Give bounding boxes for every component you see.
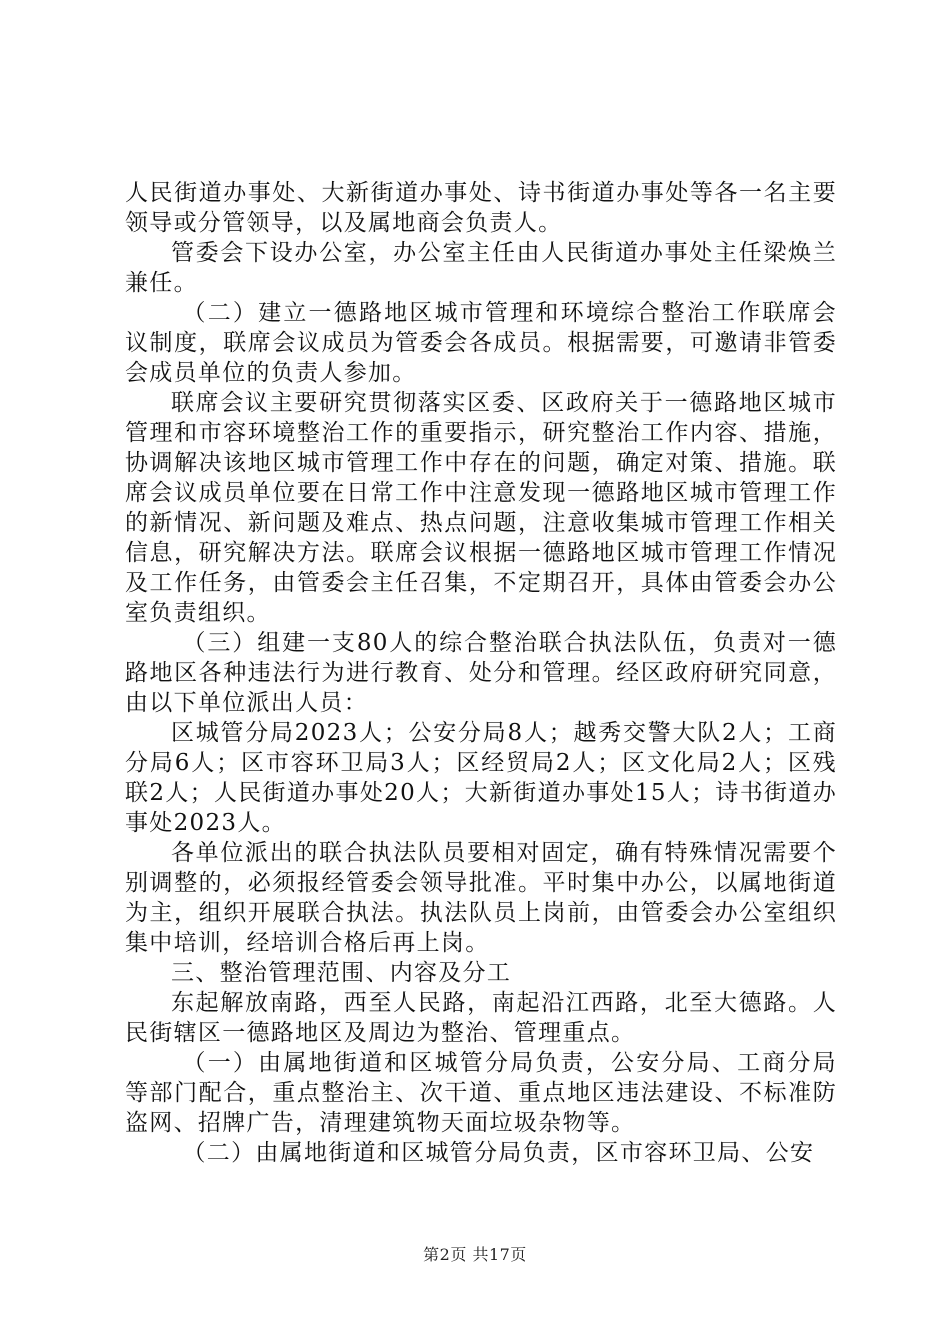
paragraph-staff-allocation: 区城管分局2023人；公安分局8人；越秀交警大队2人；工商分局6人；区市容环卫局3人；区经贸局2人；区文化局2人；区残联2人；人民街道办事处20人；大新街道办事处15人；诗书街道办事处2023人。 — [125, 720, 837, 836]
page-footer: 第2页 共17页 — [423, 1245, 527, 1264]
paragraph-division-two: （二）由属地街道和区城管分局负责，区市容环卫局、公安 — [182, 1140, 815, 1166]
paragraph-committee-members: 人民街道办事处、大新街道办事处、诗书街道办事处等各一名主要领导或分管领导，以及属地商会负责人。 — [125, 180, 837, 236]
document-body — [125, 178, 837, 1168]
paragraph-division-one: （一）由属地街道和区城管分局负责，公安分局、工商分局等部门配合，重点整治主、次干道、重点地区违法建设、不标准防盗网、招牌广告，清理建筑物天面垃圾杂物等。 — [125, 1050, 837, 1136]
paragraph-team-management: 各单位派出的联合执法队员要相对固定，确有特殊情况需要个别调整的，必须报经管委会领导批准。平时集中办公，以属地街道为主，组织开展联合执法。执法队员上岗前，由管委会办公室组织集中培训，经培训合格后再上岗。 — [125, 840, 837, 956]
section-heading-scope: 三、整治管理范围、内容及分工 — [171, 960, 512, 986]
paragraph-office: 管委会下设办公室，办公室主任由人民街道办事处主任梁焕兰兼任。 — [125, 240, 837, 296]
paragraph-joint-meeting-duties: 联席会议主要研究贯彻落实区委、区政府关于一德路地区城市管理和市容环境整治工作的重要指示，研究整治工作内容、措施，协调解决该地区城市管理工作中存在的问题，确定对策、措施。联席会议成员单位要在日常工作中注意发现一德路地区城市管理工作的新情况、新问题及难点、热点问题，注意收集城市管理工作相关信息，研究解决方法。联席会议根据一德路地区城市管理工作情况及工作任务，由管委会主任召集，不定期召开，具体由管委会办公室负责组织。 — [125, 390, 837, 626]
paragraph-boundaries: 东起解放南路，西至人民路，南起沿江西路，北至大德路。人民街辖区一德路地区及周边为整治、管理重点。 — [125, 990, 837, 1046]
paragraph-enforcement-team: （三）组建一支80人的综合整治联合执法队伍，负责对一德路地区各种违法行为进行教育、处分和管理。经区政府研究同意，由以下单位派出人员： — [125, 630, 837, 716]
paragraph-joint-meeting-system: （二）建立一德路地区城市管理和环境综合整治工作联席会议制度，联席会议成员为管委会各成员。根据需要，可邀请非管委会成员单位的负责人参加。 — [125, 300, 837, 386]
